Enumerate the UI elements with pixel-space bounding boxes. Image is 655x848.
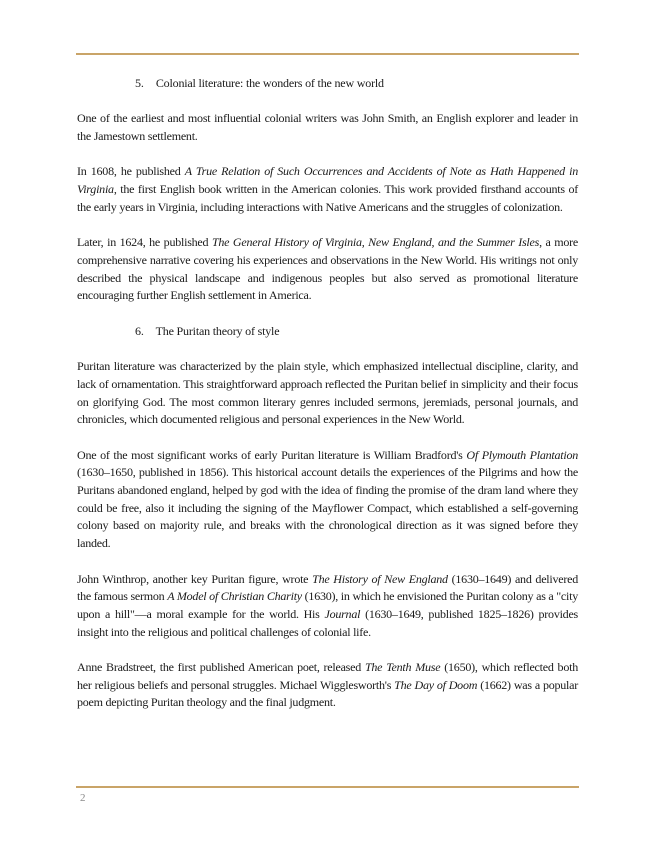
work-title: Journal — [324, 606, 361, 621]
section-number: 6. — [135, 323, 144, 338]
paragraph — [77, 659, 578, 712]
section-title: The Puritan theory of style — [155, 323, 280, 338]
work-title: A Model of Christian Charity — [167, 589, 302, 604]
footer-rule — [76, 786, 579, 788]
text-run: Later, in 1624, he published — [77, 235, 212, 250]
text-run: (1630–1649, published 1825–1826) provides insight into the religious and political challenges of colonial life. — [77, 606, 578, 639]
text-run: (1630–1650, published in 1856). This historical account details the experiences of the Pilgrims and how the Puritans abandoned england, helped by god with the idea of finding the promise of the dram land where they could be free, also it including the signing of the Mayflower Compact, which established a self-governing colony based on majority rule, and breaks with the chronological direction as it was signed before they landed. — [77, 465, 578, 551]
text-run: (1662) was a popular poem depicting Puritan theology and the final judgment. — [77, 677, 578, 710]
paragraph — [77, 571, 578, 642]
paragraph — [77, 447, 578, 553]
section-number: 5. — [135, 76, 144, 90]
section-title: Colonial literature: the wonders of the new world — [155, 76, 384, 90]
header-rule — [76, 53, 579, 55]
text-run: In 1608, he published — [77, 164, 185, 179]
document-body — [77, 75, 578, 712]
text-run: One of the most significant works of early Puritan literature is William Bradford's — [77, 447, 467, 462]
work-title: The History of New England — [312, 571, 448, 586]
text-run: (1630), in which he envisioned the Puritan colony as a "city upon a hill"—a moral example for the world. His — [77, 589, 578, 621]
work-title: The General History of Virginia, New England, and the Summer Isles — [211, 235, 540, 250]
section-heading-colonial — [77, 75, 578, 93]
text-run: , the first English book written in the American colonies. This work provided firsthand accounts of the early years in Virginia, including interactions with Native Americans and the struggles of colonization. — [77, 182, 578, 214]
work-title: Of Plymouth Plantation — [466, 447, 578, 462]
text-run: (1650), which reflected both her religious beliefs and personal struggles. Michael Wigglesworth's — [77, 660, 578, 692]
text-run: Puritan literature was characterized by the plain style, which emphasized intellectual discipline, clarity, and lack of ornamentation. This straightforward approach reflected the Puritan belief in simplicity and their focus on glorifying God. The most common literary genres included sermons, jeremiads, personal journals, and chronicles, which documented religious and personal experiences in the New World. — [77, 359, 578, 427]
page-number: 2 — [80, 792, 86, 804]
text-run: (1630–1649) and delivered the famous sermon — [77, 571, 579, 604]
paragraph — [77, 358, 578, 429]
text-run: One of the earliest and most influential colonial writers was John Smith, an English explorer and leader in the Jamestown settlement. — [77, 111, 578, 144]
text-run: Anne Bradstreet, the first published American poet, released — [77, 660, 365, 675]
text-run: , a more comprehensive narrative covering his experiences and observations in the New World. His writings not only described the physical landscape and indigenous peoples but also served as promotional literature encouraging further English settlement in America. — [77, 235, 578, 303]
paragraph — [77, 234, 578, 305]
paragraph — [77, 163, 578, 216]
work-title: The Tenth Muse — [364, 660, 441, 675]
work-title: The Day of Doom — [394, 677, 478, 692]
text-run: John Winthrop, another key Puritan figure, wrote — [77, 571, 313, 586]
section-heading-puritan — [77, 323, 578, 341]
paragraph — [77, 110, 578, 145]
work-title: A True Relation of Such Occurrences and Accidents of Note as Hath Happened in Virginia — [77, 164, 578, 197]
